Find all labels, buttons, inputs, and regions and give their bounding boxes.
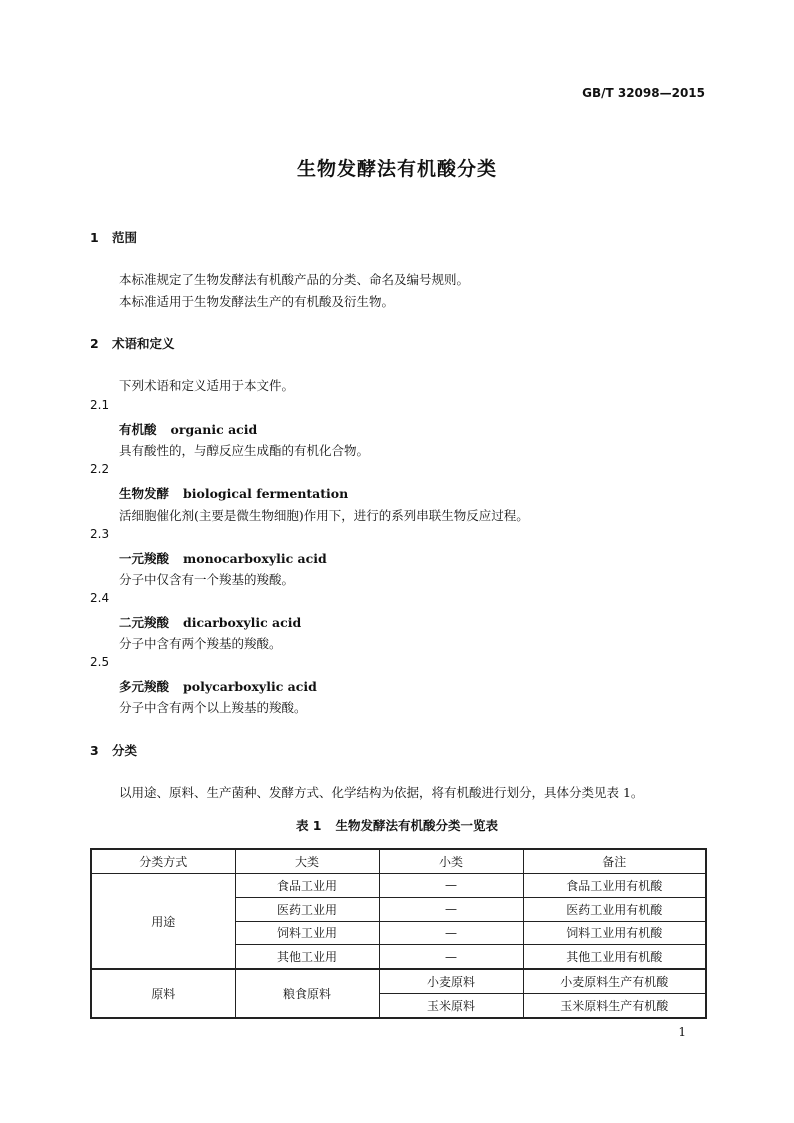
term-entry bbox=[119, 677, 317, 695]
major-cell: 医药工业用 bbox=[235, 897, 379, 921]
category-cell: 原料 bbox=[91, 969, 235, 1018]
section-title: 术语和定义 bbox=[112, 336, 175, 351]
note-cell: 玉米原料生产有机酸 bbox=[523, 993, 706, 1017]
major-cell: 粮食原料 bbox=[235, 969, 379, 1018]
term-en: organic acid bbox=[170, 422, 258, 437]
note-cell: 食品工业用有机酸 bbox=[523, 874, 706, 898]
column-header: 分类方式 bbox=[91, 849, 235, 874]
term-en: biological fermentation bbox=[183, 486, 349, 501]
term-definition: 分子中含有两个羧基的羧酸。 bbox=[119, 636, 282, 651]
section-title: 范围 bbox=[112, 230, 138, 245]
term-definition: 具有酸性的，与醇反应生成酯的有机化合物。 bbox=[119, 443, 370, 458]
table-row bbox=[91, 874, 706, 898]
term-en: polycarboxylic acid bbox=[183, 679, 317, 694]
table-header-row bbox=[91, 849, 706, 874]
term-number: 2.2 bbox=[90, 462, 110, 476]
major-cell: 其他工业用 bbox=[235, 945, 379, 969]
category-cell: 用途 bbox=[91, 874, 235, 970]
term-zh: 一元羧酸 bbox=[119, 551, 170, 566]
major-cell: 食品工业用 bbox=[235, 874, 379, 898]
term-definition: 活细胞催化剂(主要是微生物细胞)作用下，进行的系列串联生物反应过程。 bbox=[119, 508, 529, 523]
term-number: 2.5 bbox=[90, 655, 110, 669]
section-2-heading bbox=[90, 334, 175, 352]
paragraph: 本标准规定了生物发酵法有机酸产品的分类、命名及编号规则。 bbox=[119, 272, 470, 287]
term-en: monocarboxylic acid bbox=[183, 551, 327, 566]
minor-cell: — bbox=[379, 945, 523, 969]
document-title: 生物发酵法有机酸分类 bbox=[296, 158, 497, 180]
minor-cell: 玉米原料 bbox=[379, 993, 523, 1017]
table-caption bbox=[0, 816, 794, 834]
section-1-heading bbox=[90, 228, 137, 246]
table-title: 生物发酵法有机酸分类一览表 bbox=[335, 818, 499, 833]
table-row bbox=[91, 969, 706, 993]
column-header: 大类 bbox=[235, 849, 379, 874]
term-zh: 生物发酵 bbox=[119, 486, 170, 501]
column-header: 备注 bbox=[523, 849, 706, 874]
note-cell: 其他工业用有机酸 bbox=[523, 945, 706, 969]
minor-cell: — bbox=[379, 874, 523, 898]
term-zh: 多元羧酸 bbox=[119, 679, 170, 694]
paragraph: 本标准适用于生物发酵法生产的有机酸及衍生物。 bbox=[119, 294, 395, 309]
term-entry bbox=[119, 613, 301, 631]
term-zh: 有机酸 bbox=[119, 422, 157, 437]
minor-cell: — bbox=[379, 921, 523, 945]
term-definition: 分子中仅含有一个羧基的羧酸。 bbox=[119, 572, 295, 587]
classification-table bbox=[90, 848, 707, 1019]
note-cell: 医药工业用有机酸 bbox=[523, 897, 706, 921]
section-title: 分类 bbox=[112, 743, 138, 758]
section-3-heading bbox=[90, 741, 137, 759]
term-definition: 分子中含有两个以上羧基的羧酸。 bbox=[119, 700, 307, 715]
term-number: 2.3 bbox=[90, 527, 110, 541]
note-cell: 饲料工业用有机酸 bbox=[523, 921, 706, 945]
section-number: 3 bbox=[90, 743, 99, 758]
page-number: 1 bbox=[678, 1025, 686, 1039]
column-header: 小类 bbox=[379, 849, 523, 874]
paragraph: 下列术语和定义适用于本文件。 bbox=[119, 378, 295, 393]
table-label: 表 1 bbox=[295, 818, 322, 833]
major-cell: 饲料工业用 bbox=[235, 921, 379, 945]
term-entry bbox=[119, 549, 327, 567]
minor-cell: — bbox=[379, 897, 523, 921]
section-number: 2 bbox=[90, 336, 99, 351]
minor-cell: 小麦原料 bbox=[379, 969, 523, 993]
term-en: dicarboxylic acid bbox=[183, 615, 302, 630]
term-entry bbox=[119, 484, 348, 502]
term-number: 2.4 bbox=[90, 591, 110, 605]
paragraph: 以用途、原料、生产菌种、发酵方式、化学结构为依据，将有机酸进行划分，具体分类见表 1。 bbox=[119, 785, 644, 800]
term-zh: 二元羧酸 bbox=[119, 615, 170, 630]
standard-code: GB/T 32098—2015 bbox=[582, 86, 705, 100]
term-number: 2.1 bbox=[90, 398, 110, 412]
section-number: 1 bbox=[90, 230, 99, 245]
note-cell: 小麦原料生产有机酸 bbox=[523, 969, 706, 993]
term-entry bbox=[119, 420, 257, 438]
